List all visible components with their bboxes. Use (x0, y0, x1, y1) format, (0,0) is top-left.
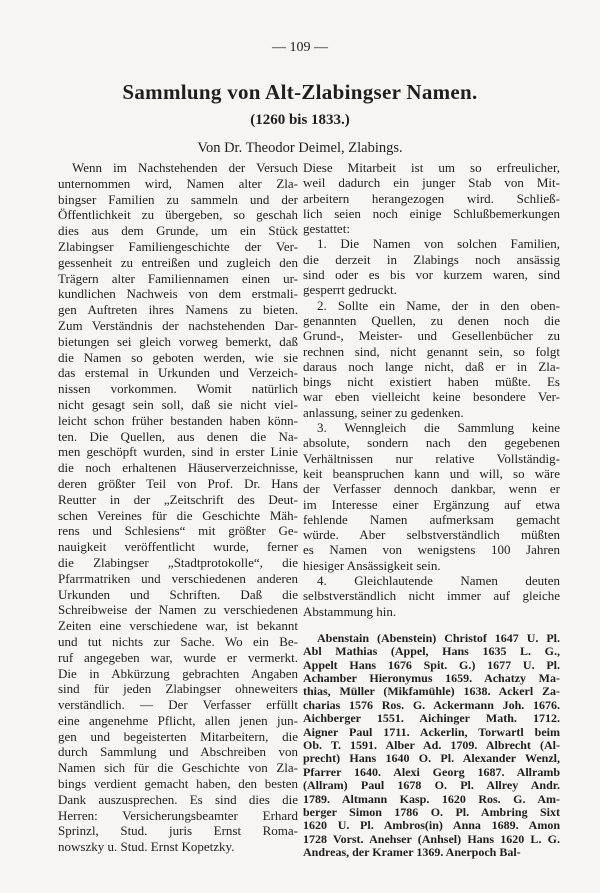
text-line: weil dadurch ein junger Stab von Mit- (303, 175, 560, 191)
text-line: und tut nichts zur Sache. Wo ein Be- (58, 633, 298, 649)
text-line: Pfarrmatriken und verschiedenen anderen (58, 570, 298, 586)
text-line: 2. Sollte ein Name, der in den oben- (317, 297, 560, 313)
text-line: Wenn im Nachstehenden der Versuch (72, 160, 298, 175)
text-line: der Verfasser dennoch dankbar, wenn er (303, 481, 560, 497)
text-line: arbeitern herangezogen wird. Schließ- (303, 190, 560, 206)
text-line: gen Auftreten ihres Namens zu bieten. (58, 302, 298, 318)
name-entry-line: Pfarrer 1640. Alexi Georg 1687. Allramb (303, 764, 560, 779)
text-line: gen und begeisterten Mitarbeitern, die (58, 728, 298, 744)
text-line: 1. Die Namen von solchen Familien, (317, 236, 560, 252)
name-entry-line: Andreas, der Kramer 1369. Anerpoch Bal- (303, 845, 521, 860)
text-line: rechnen sind, nicht genannt sein, so folgt (303, 343, 560, 359)
text-line: Verhältnissen nur relative Vollständig- (303, 450, 560, 466)
text-line: das erstemal in Urkunden und Verzeich- (58, 365, 298, 381)
text-line: nissen vorkommen. Womit natürlich (58, 381, 298, 397)
text-line: gestattet: (303, 221, 350, 237)
name-entry-line: thias, Müller (Mikfamühle) 1638. Ackerl Za- (303, 684, 560, 699)
text-line: lich seien noch einige Schlußbemerkungen (303, 205, 560, 221)
text-line: Diese Mitarbeit ist um so erfreulicher, (303, 160, 560, 175)
text-line: die noch erhaltenen Häuserverzeichnisse, (58, 460, 298, 476)
text-line: schen Vereines für die Geschichte Mäh- (58, 507, 298, 523)
text-line: rens und Schlesiens“ mit größter Ge- (58, 523, 298, 539)
paragraph (303, 160, 560, 236)
text-line: genannten Quellen, zu denen noch die (303, 312, 560, 328)
name-entry-line: Abenstain (Abenstein) Christof 1647 U. Pl. (317, 630, 560, 645)
text-line: Grund-, Meister- und Gesellenbücher zu (303, 328, 560, 344)
text-line: eine angenehme Pflicht, allen jenen jun- (58, 712, 298, 728)
paragraph (303, 236, 560, 297)
name-entry-line: 1620 U. Pl. Ambros(in) Anna 1689. Amon (303, 818, 560, 833)
text-line: Reutter in der „Zeitschrift des Deut- (58, 491, 298, 507)
text-line: sind oder es bis vor kurzem waren, sind (303, 267, 560, 283)
text-line: Zeiten eine verschiedene war, ist bekannt (58, 618, 298, 634)
text-line: die Zlabingser „Stadtprotokolle“, die (58, 554, 298, 570)
names-list (303, 632, 560, 860)
left-column (58, 160, 298, 855)
author-byline: Von Dr. Theodor Deimel, Zlabings. (197, 140, 403, 156)
text-line: nicht gesagt sein soll, daß sie nicht viel- (58, 396, 298, 412)
text-line: nowszky u. Stud. Ernst Kopetzky. (58, 839, 235, 855)
text-line: unternommen wird, Namen alter Zla- (58, 175, 298, 191)
text-line: die derzeit in Zlabings noch ansässig (303, 251, 560, 267)
text-line: Schreibweise der Namen zu verschiedenen (58, 602, 298, 618)
name-entry-line: Ob. T. 1591. Alber Ad. 1709. Albrecht (Al- (303, 738, 560, 753)
paragraph (303, 420, 560, 573)
text-line: hiesiger Ansässigkeit sein. (303, 557, 441, 573)
text-line: Urkunden und Schriften. Daß die (58, 586, 298, 602)
text-line: anlassung, seiner zu gedenken. (303, 404, 464, 420)
text-line: leicht schon früher bestanden haben könn- (58, 412, 298, 428)
article-title: Sammlung von Alt-Zlabingser Namen. (122, 80, 478, 104)
name-entry-line: Abl Mathias (Appel, Hans 1635 L. G., (303, 644, 560, 659)
name-entry-line: (Allram) Paul 1678 O. Pl. Allrey Andr. (303, 778, 560, 793)
text-line: Namen sich für die Geschichte von Zla- (58, 760, 298, 776)
name-entry-line: Appelt Hans 1676 Spit. G.) 1677 U. Pl. (303, 657, 560, 672)
text-line: bings verdient gemacht haben, den besten (58, 776, 298, 792)
text-line: gessenheit zu entreißen und zugleich den (58, 254, 298, 270)
text-line: nauigkeit veröffentlicht wurde, ferner (58, 539, 298, 555)
text-line: gesperrt gedruckt. (303, 282, 397, 298)
text-line: Zlabingser Familiengeschichte der Ver- (58, 238, 298, 254)
text-line: sind für jeden Zlabingser ohneweiters (58, 681, 298, 697)
text-line: absolute, sondern nach den gegebenen (303, 435, 560, 451)
text-line: es Namen von wenigstens 100 Jahren (303, 542, 560, 558)
paragraph (303, 573, 560, 619)
name-entry-line: precht) Hans 1640 O. Pl. Alexander Wenzl, (303, 751, 560, 766)
text-line: Öffentlichkeit zu übergeben, so geschah (58, 207, 298, 223)
text-line: keit beanspruchen kann und will, so wäre (303, 465, 560, 481)
paragraph (58, 160, 298, 855)
text-line: bings nicht existiert haben müßte. Es (303, 374, 560, 390)
text-line: ten. Die Quellen, aus denen die Na- (58, 428, 298, 444)
text-line: bietungen sei gleich vorweg bemerkt, daß (58, 333, 298, 349)
paragraph (303, 298, 560, 420)
name-entry-line: berger Simon 1786 O. Pl. Ambring Sixt (303, 804, 560, 819)
name-entry-line: Achamber Hieronymus 1659. Achatzy Ma- (303, 671, 560, 686)
text-line: die Namen so geboten werden, wie sie (58, 349, 298, 365)
text-line: men geschöpft wurden, sind in erster Linie (58, 444, 298, 460)
text-line: Trägern alter Familiennamen einen ur- (58, 270, 298, 286)
name-entry-line: 1789. Altmann Kasp. 1620 Ros. G. Am- (303, 791, 560, 806)
name-entry-line: 1728 Vorst. Anehser (Anhsel) Hans 1620 L. G. (303, 831, 560, 846)
text-line: bingser Familien zu sammeln und der (58, 191, 298, 207)
text-line: deren größter Teil von Prof. Dr. Hans (58, 475, 298, 491)
text-line: 4. Gleichlautende Namen deuten (317, 573, 560, 589)
text-line: Zum Verständnis der nachstehenden Dar- (58, 317, 298, 333)
text-line: ruf angegeben war, wurde er vermerkt. (58, 649, 298, 665)
text-line: Herren: Versicherungsbeamter Erhard (58, 807, 298, 823)
text-line: kundlichen Nachweis von dem erstmali- (58, 286, 298, 302)
text-line: 3. Wenngleich die Sammlung keine (317, 420, 560, 436)
page-number: — 109 — (272, 40, 328, 55)
text-line: fehlende Namen aufmerksam gemacht (303, 511, 560, 527)
article-subtitle: (1260 bis 1833.) (250, 112, 350, 128)
name-entry-line: Aigner Paul 1711. Ackerlin, Torwartl beim (303, 724, 560, 739)
text-line: selbstverständlich nicht immer auf gleiche (303, 588, 560, 604)
name-entry-line: charias 1576 Ros. G. Ackermann Joh. 1676. (303, 697, 560, 712)
text-line: durch Sammlung und Abschreiben von (58, 744, 298, 760)
text-line: Die in Abkürzung gebrachten Angaben (58, 665, 298, 681)
text-line: dies aus dem Grunde, um ein Stück (58, 223, 298, 239)
text-line: verständlich. — Der Verfasser erfüllt (58, 697, 298, 713)
text-line: Dank auszusprechen. Es sind dies die (58, 791, 298, 807)
right-column (303, 160, 560, 860)
name-entry-line: Aichberger 1551. Aichinger Math. 1712. (303, 711, 560, 726)
text-line: im Interesse einer Ergänzung auf etwa (303, 496, 560, 512)
text-line: Sprinzl, Stud. juris Ernst Roma- (58, 823, 298, 839)
text-line: würde. Aber selbstverständlich müßten (303, 527, 560, 543)
text-line: Abstammung hin. (303, 603, 397, 619)
text-line: war eben vielleicht keine besondere Ver- (303, 389, 560, 405)
text-line: daraus noch lange nicht, daß er in Zla- (303, 358, 560, 374)
